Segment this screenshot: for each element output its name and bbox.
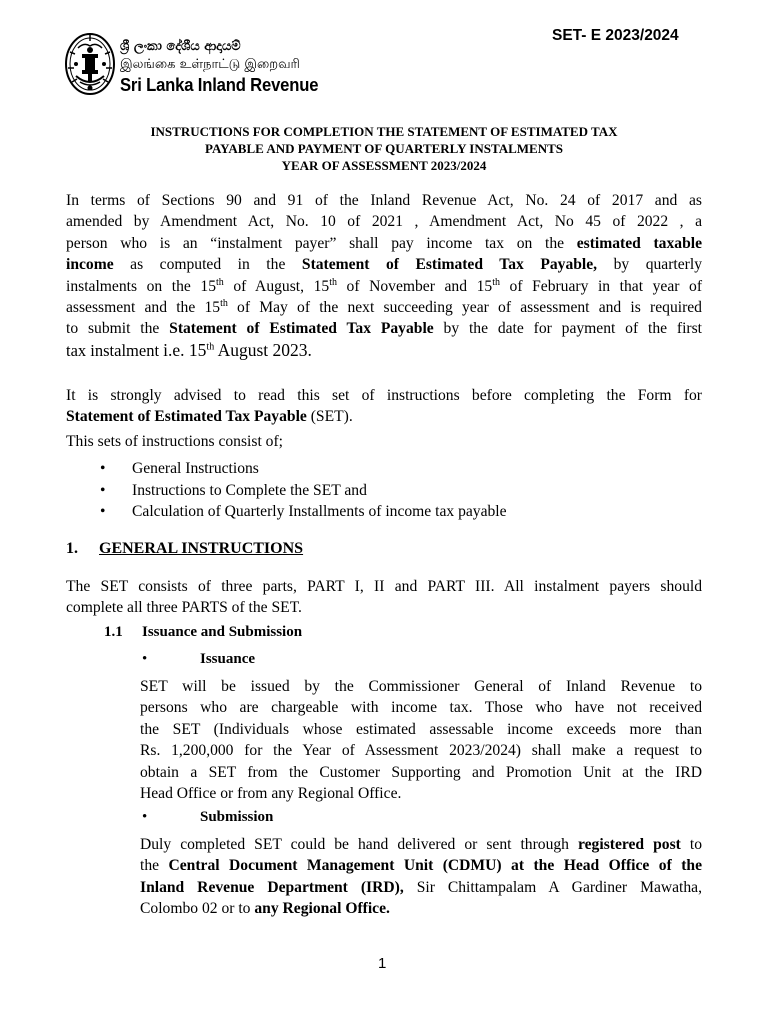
org-name-sinhala: ශ්‍රී ලංකා දේශීය ආදායම්: [120, 39, 241, 54]
page-number: 1: [378, 955, 387, 972]
intro-line: to submit the Statement of Estimated Tax Payable by the date for payment of the first: [66, 320, 703, 338]
intro-line: amended by Amendment Act, No. 10 of 2021 , Amendment Act, No 45 of 2022 , a: [66, 213, 702, 231]
list-item: • General Instructions: [100, 460, 259, 477]
document-page: SET- E 2023/2024 ශ්‍රී ලංකා දේශීය ආදායම් இலங்கை உள்நாட்டு இறைவரி Sri Lanka Inland Revenue INSTRUCTIONS FOR COMPLETION THE STATEMENT OF ESTIMATED TAX PAYABLE AND PAYMENT OF QUARTERLY INSTALMENTS YEAR OF ASSESSMENT 2023/2024 In terms of Sections 90 and 91 of the Inland Revenue Act, No. 24 of 2017 and as amended by Amendment Act, No. 10 of 2021 , Amendment Act, No 45 of 2022 , a person who is an “instalment payer” shall pay income tax on the estimated taxable income as computed in the Statement of Estimated Tax Payable, by quarterly instalments on the 15th of August, 15th of November and 15th of February in that year of assessment and the 15th of May of the next succeeding year of assessment and is required to submit the Statement of Estimated Tax Payable by the date for payment of the first tax instalment i.e. 15th August 2023. It is strongly advised to read this set of instructions before completing the Form for Statement of Estimated Tax Payable (SET). This sets of instructions consist of; • General Instructions • Instructions to Complete the SET and • Calculation of Quarterly Installments of income tax payable 1. GENERAL INSTRUCTIONS The SET consists of three parts, PART I, II and PART III. All instalment payers should complete all three PARTS of the SET. 1.1 Issuance and Submission • Issuance SET will be issued by the Commissioner General of Inland Revenue to persons who are chargeable with income tax. Those who have not received the SET (Individuals whose estimated assessable income exceeds more than Rs. 1,200,000 for the Year of Assessment 2023/2024) shall make a request to obtain a SET from the Customer Supporting and Promotion Unit at the IRD Head Office or from any Regional Office. • Submission Duly completed SET could be hand delivered or sent through registered post to the Central Document Management Unit (CDMU) at the Head Office of the Inland Revenue Department (IRD), Sir Chittampalam A Gardiner Mawatha, Colombo 02 or to any Regional Office. 1: [66, 27, 703, 972]
intro-line: person who is an “instalment payer” shall pay income tax on the estimated taxable: [66, 234, 702, 252]
submission-paragraph: Duly completed SET could be hand delivered or sent through registered post to the Central Document Management Unit (CDMU) at the Head Office of the Inland Revenue Department (IRD), Sir Chittampalam A Gardiner Mawatha, Colombo 02 or to any Regional Office.: [140, 836, 702, 918]
contents-list: [100, 458, 507, 523]
org-name-tamil: இலங்கை உள்நாட்டு இறைவரி: [120, 57, 300, 72]
title-line-3: YEAR OF ASSESSMENT 2023/2024: [281, 158, 487, 173]
sri-lanka-emblem-icon: [64, 32, 116, 96]
document-title: [66, 123, 702, 174]
issuance-paragraph: SET will be issued by the Commissioner General of Inland Revenue to persons who are chargeable with income tax. Those who have not received the SET (Individuals whose estimated assessable income exceeds more than Rs. 1,200,000 for the Year of Assessment 2023/2024) shall make a request to obtain a SET from the Customer Supporting and Promotion Unit at the IRD Head Office or from any Regional Office.: [140, 678, 702, 803]
section-heading: 1. GENERAL INSTRUCTIONS: [66, 540, 304, 557]
intro-line: assessment and the 15th of May of the next succeeding year of assessment and is required: [66, 297, 702, 317]
advice-paragraph: [66, 385, 702, 452]
list-item: • Instructions to Complete the SET and: [100, 481, 367, 499]
advice-line: Statement of Estimated Tax Payable (SET).: [66, 408, 353, 426]
organization-names: [120, 40, 340, 95]
set-code: SET- E 2023/2024: [552, 27, 679, 44]
subsection-heading: 1.1 Issuance and Submission: [104, 624, 303, 640]
intro-line: In terms of Sections 90 and 91 of the Inland Revenue Act, No. 24 of 2017 and as: [66, 192, 702, 209]
org-name-english: Sri Lanka Inland Revenue: [120, 74, 319, 95]
title-line-1: INSTRUCTIONS FOR COMPLETION THE STATEMENT OF ESTIMATED TAX: [150, 124, 618, 139]
advice-line: It is strongly advised to read this set of instructions before completing the Form for: [66, 387, 702, 404]
intro-line: instalments on the 15th of August, 15th of November and 15th of February in that year of: [66, 276, 703, 295]
intro-line: tax instalment i.e. 15th August 2023.: [66, 339, 312, 360]
intro-paragraph: [66, 190, 702, 361]
advice-line: This sets of instructions consist of;: [66, 432, 284, 450]
intro-line: income as computed in the Statement of Estimated Tax Payable, by quarterly: [66, 256, 703, 274]
title-line-2: PAYABLE AND PAYMENT OF QUARTERLY INSTALMENTS: [205, 141, 563, 156]
list-item: • Calculation of Quarterly Installments of income tax payable: [100, 503, 507, 520]
section-paragraph: The SET consists of three parts, PART I, II and PART III. All instalment payers should complete all three PARTS of the SET.: [66, 578, 702, 617]
